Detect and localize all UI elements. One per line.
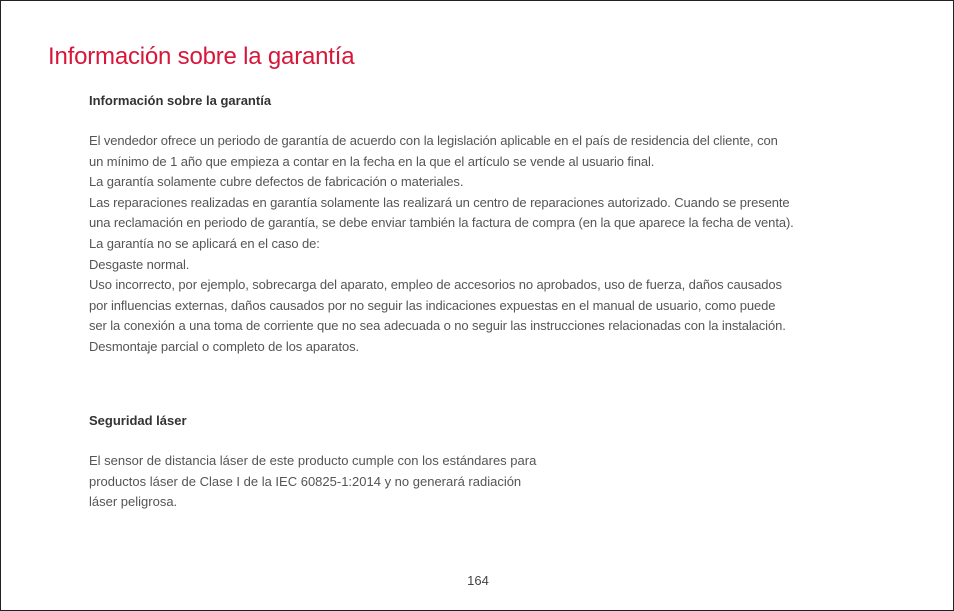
warranty-line: Las reparaciones realizadas en garantía solamente las realizará un centro de reparaciones autorizado. Cuando se presente <box>89 194 790 210</box>
laser-safety-heading: Seguridad láser <box>89 413 187 428</box>
warranty-body <box>89 131 794 358</box>
page-title: Información sobre la garantía <box>48 43 355 70</box>
warranty-line: El vendedor ofrece un periodo de garantía de acuerdo con la legislación aplicable en el país de residencia del cliente, con <box>89 133 778 148</box>
warranty-heading: Información sobre la garantía <box>89 93 272 108</box>
laser-line: productos láser de Clase I de la IEC 60825-1:2014 y no generará radiación <box>89 473 522 489</box>
warranty-line: un mínimo de 1 año que empieza a contar en la fecha en la que el artículo se vende al usuario final. <box>89 153 655 169</box>
warranty-line: La garantía solamente cubre defectos de fabricación o materiales. <box>89 174 464 190</box>
warranty-line: Desmontaje parcial o completo de los aparatos. <box>89 338 359 354</box>
warranty-line: Desgaste normal. <box>89 256 190 272</box>
warranty-line: ser la conexión a una toma de corriente que no sea adecuada o no seguir las instrucciones relacionadas con la instalación. <box>89 318 786 334</box>
laser-line: El sensor de distancia láser de este producto cumple con los estándares para <box>89 453 537 468</box>
laser-line: láser peligrosa. <box>89 494 178 510</box>
page-number: 164 <box>467 573 489 588</box>
laser-safety-body <box>89 451 536 513</box>
warranty-line: Uso incorrecto, por ejemplo, sobrecarga del aparato, empleo de accesorios no aprobados, uso de fuerza, daños causados <box>89 277 782 293</box>
warranty-line: una reclamación en periodo de garantía, se debe enviar también la factura de compra (en la que aparece la fecha de venta). <box>89 215 794 231</box>
warranty-line: La garantía no se aplicará en el caso de: <box>89 235 320 251</box>
warranty-line: por influencias externas, daños causados por no seguir las indicaciones expuestas en el manual de usuario, como puede <box>89 297 776 313</box>
